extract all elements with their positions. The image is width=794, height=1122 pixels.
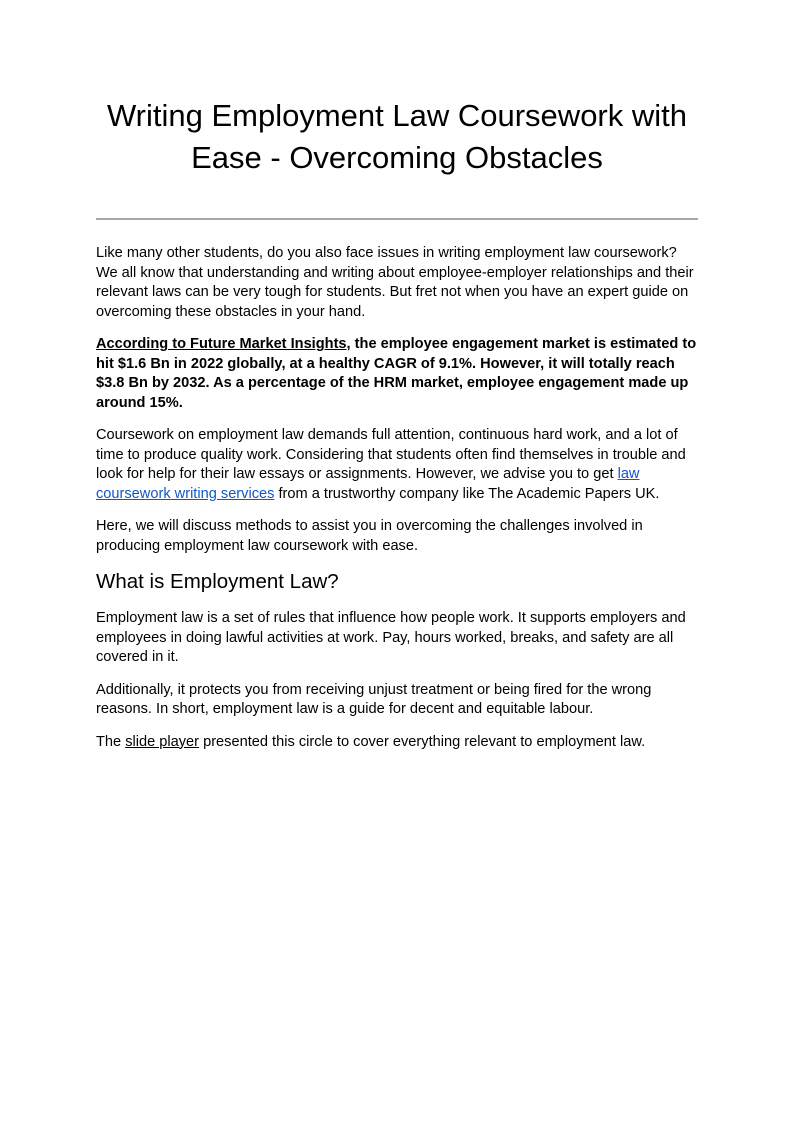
future-market-insights-link[interactable]: According to Future Market Insights, [96,336,351,352]
slide-player-link[interactable]: slide player [125,733,200,750]
slide-player-paragraph [96,733,698,753]
coursework-paragraph [96,426,698,504]
section-heading-employment-law: What is Employment Law? [96,570,339,593]
slide-text-before: The [96,733,126,750]
article-body [96,244,698,765]
coursework-services-link[interactable]: law coursework writing services [96,466,640,502]
page-title: Writing Employment Law Coursework with Ease - Overcoming Obstacles [106,98,687,175]
methods-paragraph: Here, we will discuss methods to assist you in overcoming the challenges involved in producing employment law coursework with ease. [96,518,643,554]
coursework-text-before: Coursework on employment law demands full attention, continuous hard work, and a lot of time to produce quality work. Considering that students often find themselves in trouble and look for help for their law essays or assignments. However, we advise you to get [96,427,686,482]
intro-paragraph: Like many other students, do you also face issues in writing employment law coursework? We all know that understanding and writing about employee-employer relationships and their relevant laws can be very tough for students. But fret not when you have an expert guide on overcoming these obstacles in your hand. [96,245,694,320]
title-divider [96,218,698,220]
stat-text: the employee engagement market is estimated to hit $1.6 Bn in 2022 globally, at a healthy CAGR of 9.1%. However, it will totally reach $3.8 Bn by 2032. As a percentage of the HRM market, employee engagement made up around 15%. [96,336,697,411]
slide-text-after: presented this circle to cover everything relevant to employment law. [199,733,646,750]
coursework-text-after: from a trustworthy company like The Academic Papers UK. [274,485,660,502]
stat-paragraph [96,335,698,413]
definition-paragraph: Employment law is a set of rules that influence how people work. It supports employers and employees in doing lawful activities at work. Pay, hours worked, breaks, and safety are all covered in it. [96,610,686,665]
protection-paragraph: Additionally, it protects you from receiving unjust treatment or being fired for the wrong reasons. In short, employment law is a guide for decent and equitable labour. [96,681,652,717]
